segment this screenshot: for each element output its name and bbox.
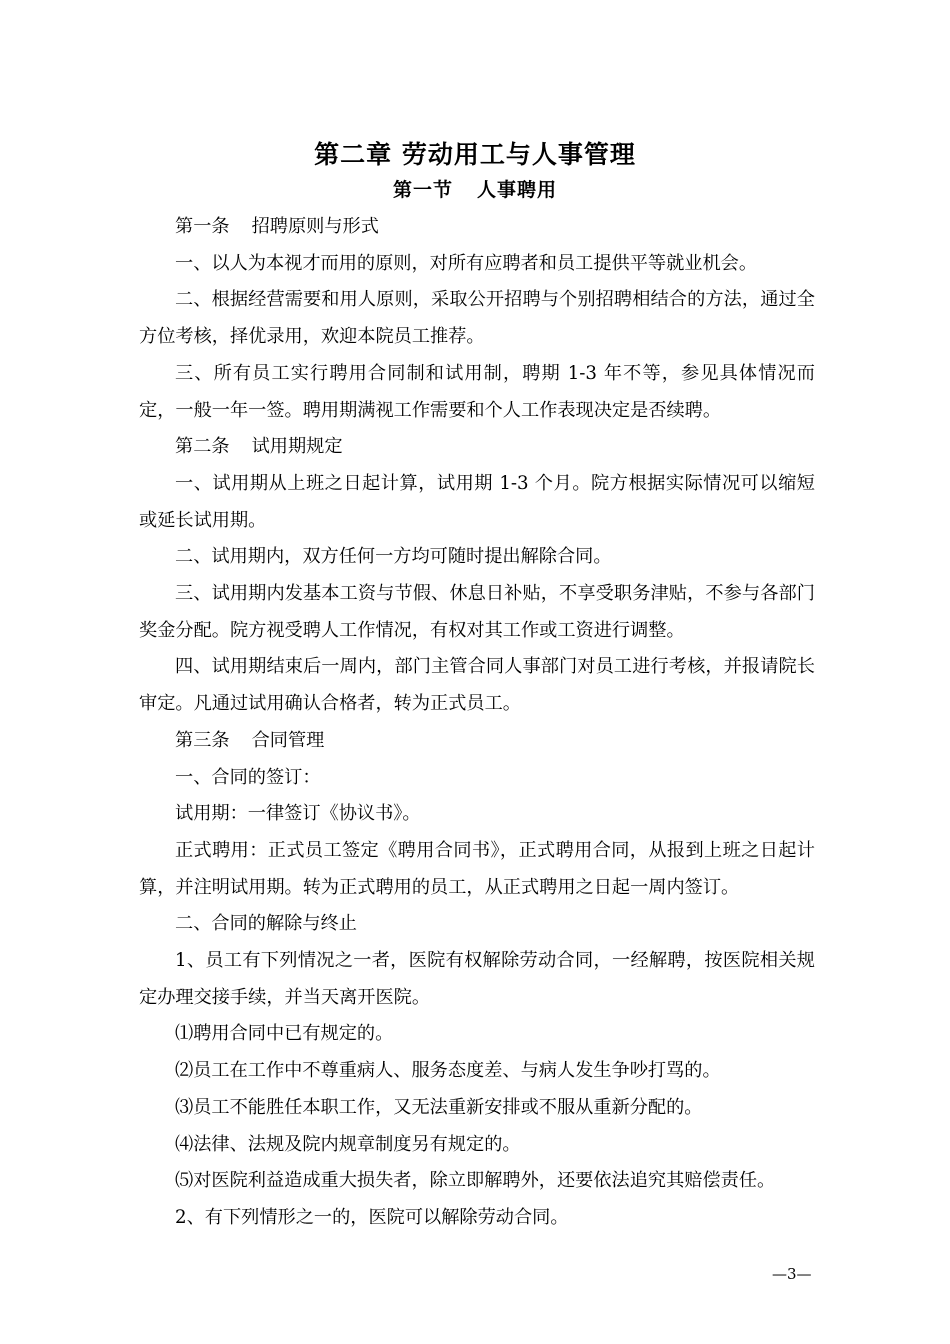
list-item: ⑸对医院利益造成重大损失者，除立即解聘外，还要依法追究其赔偿责任。: [175, 1170, 776, 1192]
article-number: 第二条: [175, 436, 230, 458]
article-number: 第三条: [175, 729, 230, 751]
paragraph: 一、以人为本视才而用的原则，对所有应聘者和员工提供平等就业机会。: [175, 252, 758, 274]
paragraph: 正式聘用：正式员工签定《聘用合同书》，正式聘用合同，从报到上班之日起计算，并注明试用期。转为正式聘用的员工，从正式聘用之日起一周内签订。: [139, 839, 815, 898]
chapter-title: 第二章 劳动用工与人事管理: [314, 140, 636, 169]
list-item: ⑷法律、法规及院内规章制度另有规定的。: [175, 1133, 521, 1155]
paragraph: 一、试用期从上班之日起计算，试用期 1-3 个月。院方根据实际情况可以缩短或延长试用期。: [139, 472, 815, 531]
list-item: ⑴聘用合同中已有规定的。: [175, 1023, 394, 1045]
article-title: 合同管理: [251, 729, 325, 751]
document-body: [139, 209, 815, 1237]
paragraph: 三、试用期内发基本工资与节假、休息日补贴，不享受职务津贴，不参与各部门奖金分配。院方视受聘人工作情况，有权对其工作或工资进行调整。: [139, 583, 815, 641]
section-title: [0, 176, 950, 204]
article-heading: [139, 429, 815, 466]
list-item: ⑵员工在工作中不尊重病人、服务态度差、与病人发生争吵打骂的。: [175, 1060, 721, 1082]
paragraph: 1、员工有下列情况之一者，医院有权解除劳动合同，一经解聘，按医院相关规定办理交接手续，并当天离开医院。: [139, 950, 815, 1008]
paragraph: 二、根据经营需要和用人原则，采取公开招聘与个别招聘相结合的方法，通过全方位考核，择优录用，欢迎本院员工推荐。: [139, 289, 815, 348]
paragraph: 试用期：一律签订《协议书》。: [175, 803, 421, 825]
article-title: 试用期规定: [251, 436, 343, 458]
paragraph: 二、合同的解除与终止: [175, 913, 357, 935]
section-name: 人事聘用: [477, 179, 558, 201]
paragraph: 一、合同的签订：: [175, 766, 321, 788]
article-heading: [139, 723, 815, 760]
list-item: ⑶员工不能胜任本职工作，又无法重新安排或不服从重新分配的。: [175, 1096, 703, 1118]
page-number: —3—: [772, 1265, 812, 1283]
paragraph: 2、有下列情形之一的，医院可以解除劳动合同。: [175, 1206, 569, 1228]
paragraph: 三、所有员工实行聘用合同制和试用制，聘期 1-3 年不等，参见具体情况而定，一般一年一签。聘用期满视工作需要和个人工作表现决定是否续聘。: [139, 362, 815, 421]
section-label: 第一节: [392, 179, 453, 201]
article-number: 第一条: [175, 216, 230, 237]
paragraph: 二、试用期内，双方任何一方均可随时提出解除合同。: [175, 546, 612, 568]
article-heading: [139, 209, 815, 246]
paragraph: 四、试用期结束后一周内，部门主管合同人事部门对员工进行考核，并报请院长审定。凡通过试用确认合格者，转为正式员工。: [139, 656, 815, 715]
article-title: 招聘原则与形式: [251, 216, 379, 237]
